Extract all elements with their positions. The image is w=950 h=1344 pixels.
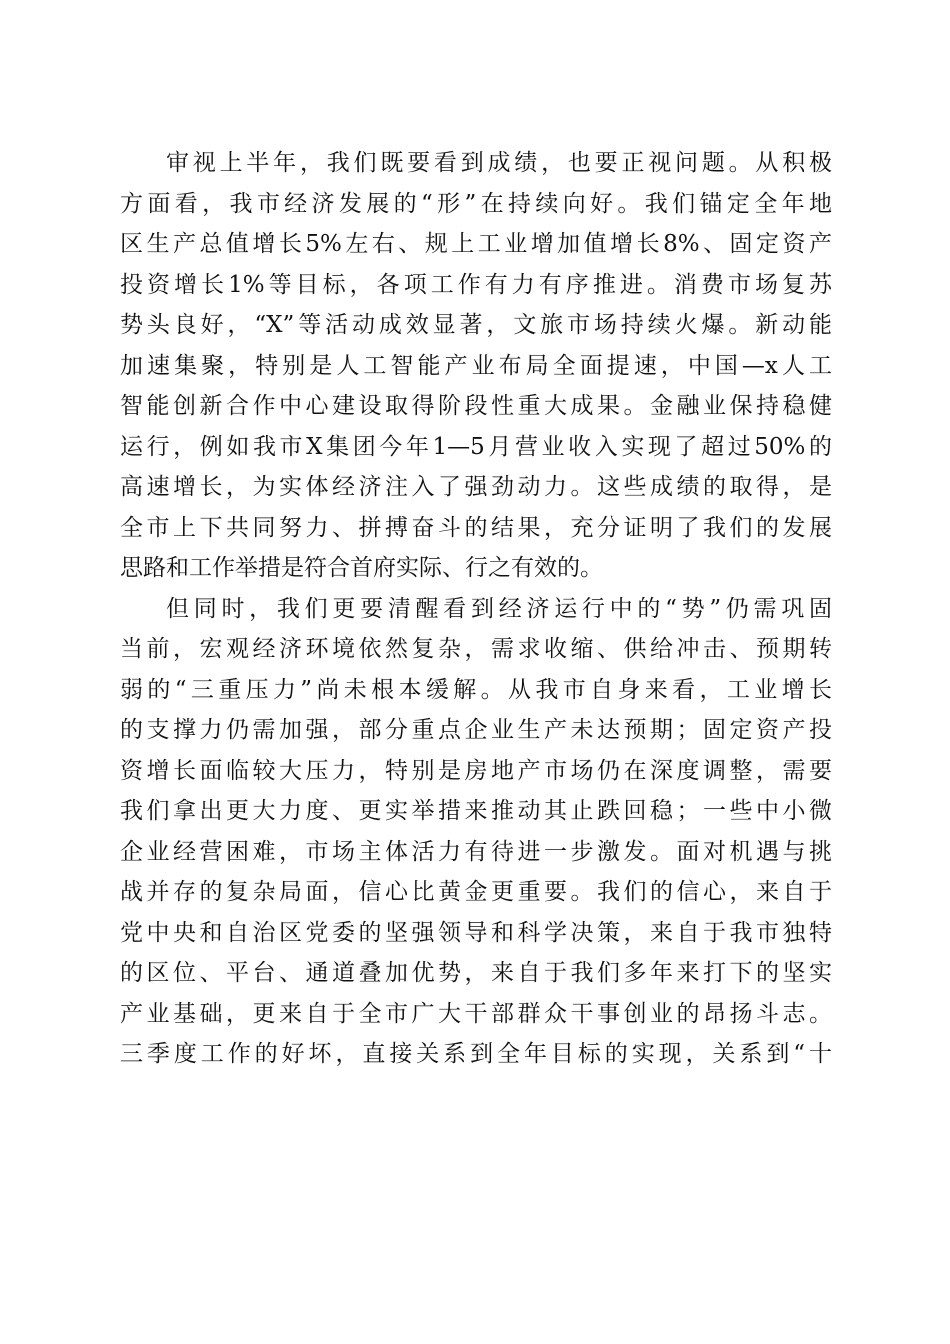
text-line: 企业经营困难，市场主体活力有待进一步激发。面对机遇与挑 xyxy=(120,838,832,865)
text-line: 加速集聚，特别是人工智能产业布局全面提速，中国—x人工 xyxy=(120,352,832,379)
body-text xyxy=(120,143,832,1075)
text-line: 区生产总值增长5%左右、规上工业增加值增长8%、固定资产 xyxy=(120,231,832,257)
text-line: 势头良好，“X”等活动成效显著，文旅市场持续火爆。新动能 xyxy=(120,312,832,338)
text-line: 但同时，我们更要清醒看到经济运行中的“势”仍需巩固 xyxy=(166,595,832,622)
text-line: 当前，宏观经济环境依然复杂，需求收缩、供给冲击、预期转 xyxy=(120,636,832,662)
text-line: 智能创新合作中心建设取得阶段性重大成果。金融业保持稳健 xyxy=(120,393,832,419)
text-line: 审视上半年，我们既要看到成绩，也要正视问题。从积极 xyxy=(166,150,832,176)
text-line: 产业基础，更来自于全市广大干部群众干事创业的昂扬斗志。 xyxy=(120,1000,832,1027)
text-line: 三季度工作的好坏，直接关系到全年目标的实现，关系到“十 xyxy=(120,1041,832,1067)
text-line: 高速增长，为实体经济注入了强劲动力。这些成绩的取得，是 xyxy=(120,474,832,500)
text-line: 思路和工作举措是符合首府实际、行之有效的。 xyxy=(120,555,603,581)
text-line: 投资增长1%等目标，各项工作有力有序推进。消费市场复苏 xyxy=(120,271,832,298)
text-line: 资增长面临较大压力，特别是房地产市场仍在深度调整，需要 xyxy=(120,757,832,784)
text-line: 战并存的复杂局面，信心比黄金更重要。我们的信心，来自于 xyxy=(120,879,832,905)
text-line: 我们拿出更大力度、更实举措来推动其止跌回稳；一些中小微 xyxy=(120,798,832,824)
text-line: 的区位、平台、通道叠加优势，来自于我们多年来打下的坚实 xyxy=(120,960,832,986)
text-line: 运行，例如我市X集团今年1—5月营业收入实现了超过50%的 xyxy=(120,433,832,460)
text-line: 全市上下共同努力、拼搏奋斗的结果，充分证明了我们的发展 xyxy=(120,514,832,541)
text-line: 方面看，我市经济发展的“形”在持续向好。我们锚定全年地 xyxy=(120,190,832,217)
text-line: 弱的“三重压力”尚未根本缓解。从我市自身来看，工业增长 xyxy=(120,676,832,703)
text-line: 党中央和自治区党委的坚强领导和科学决策，来自于我市独特 xyxy=(120,919,832,946)
text-line: 的支撑力仍需加强，部分重点企业生产未达预期；固定资产投 xyxy=(120,717,832,743)
